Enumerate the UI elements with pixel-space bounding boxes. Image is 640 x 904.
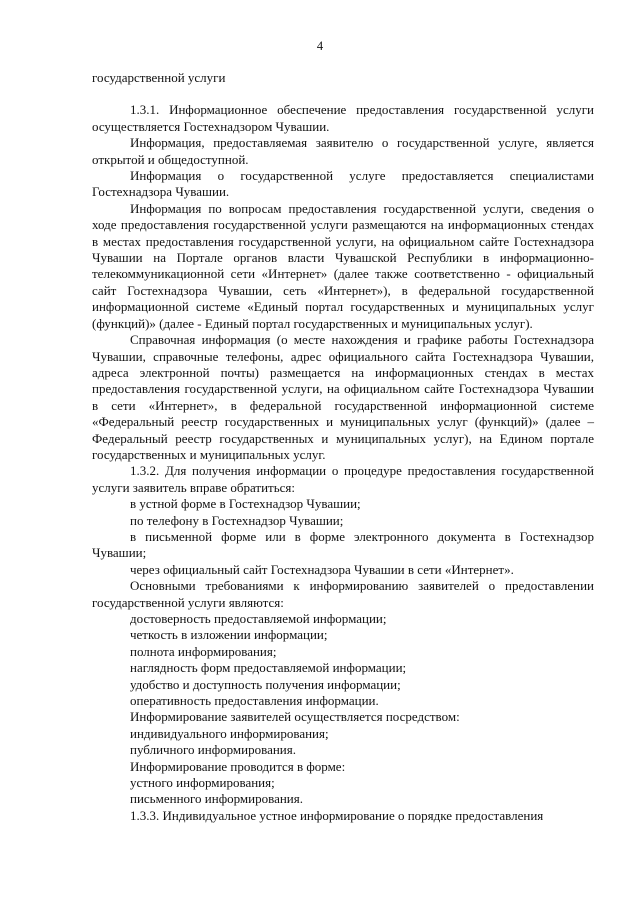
paragraph-1-3-1: 1.3.1. Информационное обеспечение предоставления государственной услуги осуществляется Гостехнадзором Чувашии.: [92, 102, 594, 134]
list-item: наглядность форм предоставляемой информации;: [130, 660, 407, 676]
paragraph-informing-form: Информирование проводится в форме:: [130, 758, 346, 774]
list-item: устного информирования;: [130, 775, 275, 791]
list-item: индивидуального информирования;: [130, 725, 329, 741]
list-item: письменного информирования.: [130, 791, 303, 807]
paragraph-reference-info: Справочная информация (о месте нахождения и графике работы Гостехнадзора Чувашии, справочные телефоны, адрес официального сайта Гостехнадзора Чувашии, адреса электронной почты) размещается на информационных стендах в местах предоставления государственной услуги, на официальном сайте Гостехнадзора Чувашии в сети «Интернет», в федеральной государственной информационной системе «Федеральный реестр государственных и муниципальных услуг (функций)» (далее – Федеральный реестр государственных и муниципальных услуг), на Едином портале государственных и муниципальных услуг.: [92, 332, 594, 462]
list-item: по телефону в Гостехнадзор Чувашии;: [130, 512, 344, 528]
list-item: в письменной форме или в форме электронного документа в Гостехнадзор Чувашии;: [92, 528, 594, 561]
page-number: 4: [316, 39, 324, 53]
paragraph-1-3-2: 1.3.2. Для получения информации о процедуре предоставления государственной услуги заявитель вправе обратиться:: [92, 463, 594, 495]
list-item: четкость в изложении информации;: [130, 627, 328, 643]
paragraph-continuation: государственной услуги: [92, 70, 226, 85]
document-body: [92, 70, 594, 824]
paragraph-requirements: Основными требованиями к информированию заявителей о предоставлении государственной услуги являются:: [92, 578, 594, 610]
list-item: в устной форме в Гостехнадзор Чувашии;: [130, 496, 361, 512]
list-item: публичного информирования.: [130, 742, 296, 758]
list-item: удобство и доступность получения информации;: [130, 676, 401, 692]
list-item: полнота информирования;: [130, 643, 277, 659]
paragraph-info-specialists: Информация о государственной услуге предоставляется специалистами Гостехнадзора Чувашии.: [92, 168, 594, 200]
paragraph-1-3-3: 1.3.3. Индивидуальное устное информирование о порядке предоставления: [130, 807, 544, 823]
paragraph-info-placement: Информация по вопросам предоставления государственной услуги, сведения о ходе предоставления государственной услуги размещаются на информационных стендах в местах предоставления государственной услуги, на официальном сайте Гостехнадзора Чувашии на Портале органов власти Чувашской Республики в информационно-телекоммуникационной сети «Интернет» (далее также соответственно - официальный сайт Гостехнадзора Чувашии, сеть «Интернет»), в федеральной государственной информационной системе «Единый портал государственных и муниципальных услуг (функций)» (далее - Единый портал государственных и муниципальных услуг).: [92, 200, 594, 331]
paragraph-informing-means: Информирование заявителей осуществляется посредством:: [130, 709, 460, 725]
paragraph-info-open: Информация, предоставляемая заявителю о государственной услуге, является открытой и общедоступной.: [92, 135, 594, 167]
list-item: оперативность предоставления информации.: [130, 693, 379, 709]
list-item: достоверность предоставляемой информации;: [130, 611, 387, 626]
list-item: через официальный сайт Гостехнадзора Чувашии в сети «Интернет».: [130, 561, 514, 577]
